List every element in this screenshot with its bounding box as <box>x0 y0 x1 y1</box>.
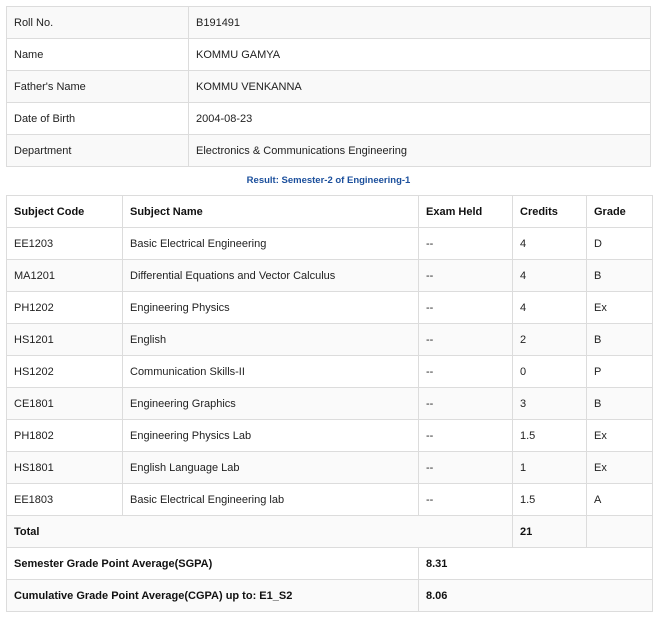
credits: 1.5 <box>513 420 587 452</box>
subject-name: Engineering Physics Lab <box>123 420 419 452</box>
sgpa-row <box>7 548 653 580</box>
table-row <box>7 324 653 356</box>
subject-name: English Language Lab <box>123 452 419 484</box>
subject-code: EE1203 <box>7 228 123 260</box>
header-grade: Grade <box>587 196 653 228</box>
total-grade-empty <box>587 516 653 548</box>
table-row <box>7 260 653 292</box>
info-row-date-of-birth <box>7 103 651 135</box>
subject-name: Communication Skills-II <box>123 356 419 388</box>
student-info-table <box>6 6 651 167</box>
info-value: 2004-08-23 <box>189 103 651 135</box>
credits: 1 <box>513 452 587 484</box>
result-table <box>6 195 653 612</box>
cgpa-value: 8.06 <box>419 580 653 612</box>
exam-held: -- <box>419 452 513 484</box>
info-row-department <box>7 135 651 167</box>
grade: B <box>587 324 653 356</box>
info-label: Date of Birth <box>7 103 189 135</box>
subject-code: PH1202 <box>7 292 123 324</box>
grade: Ex <box>587 292 653 324</box>
result-header-row <box>7 196 653 228</box>
subject-name: Engineering Physics <box>123 292 419 324</box>
cgpa-row <box>7 580 653 612</box>
header-subject-code: Subject Code <box>7 196 123 228</box>
credits: 0 <box>513 356 587 388</box>
info-label: Father's Name <box>7 71 189 103</box>
table-row <box>7 356 653 388</box>
total-credits: 21 <box>513 516 587 548</box>
exam-held: -- <box>419 260 513 292</box>
exam-held: -- <box>419 420 513 452</box>
subject-name: Engineering Graphics <box>123 388 419 420</box>
table-row <box>7 484 653 516</box>
info-row-roll-no <box>7 7 651 39</box>
sgpa-label: Semester Grade Point Average(SGPA) <box>7 548 419 580</box>
subject-code: HS1801 <box>7 452 123 484</box>
grade: Ex <box>587 420 653 452</box>
info-row-name <box>7 39 651 71</box>
info-value: KOMMU GAMYA <box>189 39 651 71</box>
exam-held: -- <box>419 388 513 420</box>
subject-code: MA1201 <box>7 260 123 292</box>
table-row <box>7 292 653 324</box>
subject-name: Differential Equations and Vector Calculus <box>123 260 419 292</box>
table-row <box>7 452 653 484</box>
sgpa-value: 8.31 <box>419 548 653 580</box>
credits: 4 <box>513 260 587 292</box>
exam-held: -- <box>419 324 513 356</box>
subject-code: CE1801 <box>7 388 123 420</box>
info-value: Electronics & Communications Engineering <box>189 135 651 167</box>
subject-code: PH1802 <box>7 420 123 452</box>
subject-code: HS1201 <box>7 324 123 356</box>
grade: B <box>587 388 653 420</box>
exam-held: -- <box>419 356 513 388</box>
credits: 2 <box>513 324 587 356</box>
subject-name: Basic Electrical Engineering lab <box>123 484 419 516</box>
grade: D <box>587 228 653 260</box>
grade: A <box>587 484 653 516</box>
subject-name: Basic Electrical Engineering <box>123 228 419 260</box>
total-row <box>7 516 653 548</box>
header-subject-name: Subject Name <box>123 196 419 228</box>
exam-held: -- <box>419 292 513 324</box>
info-label: Name <box>7 39 189 71</box>
total-label: Total <box>7 516 513 548</box>
exam-held: -- <box>419 228 513 260</box>
header-exam-held: Exam Held <box>419 196 513 228</box>
info-label: Roll No. <box>7 7 189 39</box>
subject-name: English <box>123 324 419 356</box>
exam-held: -- <box>419 484 513 516</box>
result-caption: Result: Semester-2 of Engineering-1 <box>246 175 411 186</box>
info-value: B191491 <box>189 7 651 39</box>
table-row <box>7 420 653 452</box>
subject-code: EE1803 <box>7 484 123 516</box>
cgpa-label: Cumulative Grade Point Average(CGPA) up to: E1_S2 <box>7 580 419 612</box>
info-row-fathers-name <box>7 71 651 103</box>
credits: 4 <box>513 292 587 324</box>
table-row <box>7 388 653 420</box>
credits: 3 <box>513 388 587 420</box>
subject-code: HS1202 <box>7 356 123 388</box>
table-row <box>7 228 653 260</box>
header-credits: Credits <box>513 196 587 228</box>
grade: B <box>587 260 653 292</box>
grade: Ex <box>587 452 653 484</box>
info-label: Department <box>7 135 189 167</box>
grade: P <box>587 356 653 388</box>
info-value: KOMMU VENKANNA <box>189 71 651 103</box>
credits: 4 <box>513 228 587 260</box>
credits: 1.5 <box>513 484 587 516</box>
